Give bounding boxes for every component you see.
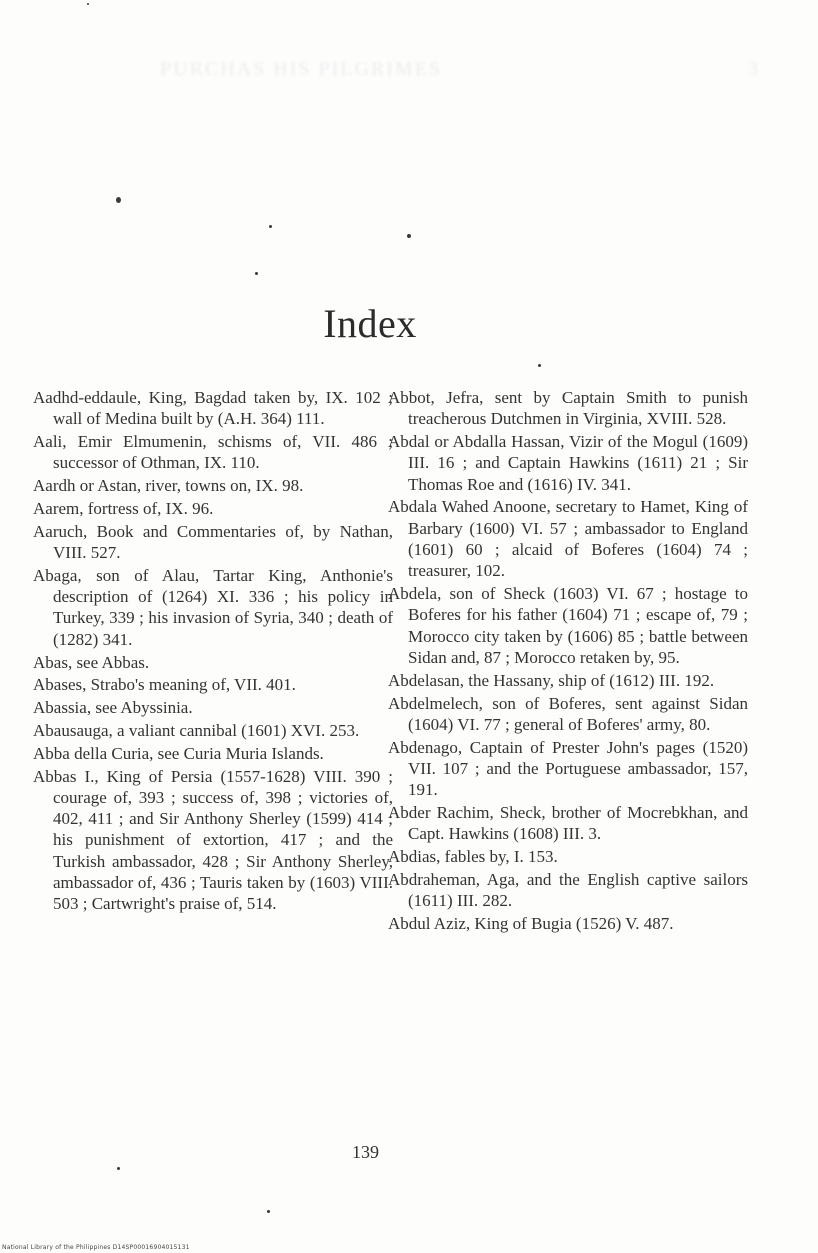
ink-speck [255, 272, 258, 275]
index-entry: Abdul Aziz, King of Bugia (1526) V. 487. [388, 914, 674, 934]
ink-speck [117, 1167, 120, 1170]
index-entry: Abdias, fables by, I. 153. [388, 847, 558, 867]
index-entry: Abder Rachim, Sheck, brother of Mocrebkhan, and Capt. Hawkins (1608) III. 3. [388, 803, 748, 844]
index-entry: Abba della Curia, see Curia Muria Islands. [33, 743, 324, 763]
index-entry: Abdal or Abdalla Hassan, Vizir of the Mogul (1609) III. 16 ; and Captain Hawkins (1611) 21 ; Sir Thomas Roe and (1616) IV. 341. [388, 432, 748, 494]
bleed-page-number: 3 [748, 58, 758, 80]
index-entry: Abdraheman, Aga, and the English captive sailors (1611) III. 282. [388, 870, 748, 911]
ink-speck [407, 234, 411, 238]
index-entry: Aali, Emir Elmumenin, schisms of, VII. 486 ; successor of Othman, IX. 110. [33, 432, 393, 473]
index-entry: Abdelasan, the Hassany, ship of (1612) III. 192. [388, 670, 715, 690]
index-column-left [33, 387, 393, 916]
index-entry: Aaruch, Book and Commentaries of, by Nathan, VIII. 527. [33, 521, 393, 563]
index-entry: Abdelmelech, son of Boferes, sent against Sidan (1604) VI. 77 ; general of Boferes' army, 80. [388, 693, 748, 734]
page-number: 139 [352, 1142, 379, 1162]
running-head-bleedthrough: PURCHAS HIS PILGRIMES [160, 58, 443, 80]
index-entry: Abdala Wahed Anoone, secretary to Hamet, King of Barbary (1600) VI. 57 ; ambassador to England (1601) 60 ; alcaid of Boferes (1604) 74 ; treasurer, 102. [388, 497, 748, 581]
index-entry: Abdenago, Captain of Prester John's pages (1520) VII. 107 ; and the Portuguese ambassador, 157, 191. [388, 737, 748, 800]
ink-speck [538, 364, 541, 367]
index-entry: Abbot, Jefra, sent by Captain Smith to punish treacherous Dutchmen in Virginia, XVIII. 528. [388, 388, 748, 429]
ink-speck [269, 225, 272, 228]
index-entry: Abdela, son of Sheck (1603) VI. 67 ; hostage to Boferes for his father (1604) 71 ; escape of, 79 ; Morocco city taken by (1606) 85 ; battle between Sidan and, 87 ; Morocco retaken by, 95. [388, 584, 748, 668]
ink-speck [116, 197, 121, 203]
ink-speck [87, 3, 89, 5]
index-title: Index [323, 301, 417, 346]
index-entry: Abas, see Abbas. [33, 652, 150, 672]
index-entry: Aardh or Astan, river, towns on, IX. 98. [33, 476, 304, 496]
index-entry: Abases, Strabo's meaning of, VII. 401. [33, 675, 296, 695]
index-entry: Aadhd-eddaule, King, Bagdad taken by, IX. 102 ; wall of Medina built by (A.H. 364) 111. [33, 388, 393, 429]
ink-speck [267, 1210, 270, 1213]
index-entry: Abbas I., King of Persia (1557-1628) VIII. 390 ; courage of, 393 ; success of, 398 ; victories of, 402, 411 ; and Sir Anthony Sherley (1599) 414 ; his punishment of extortion, 417 ; and the Turkish ambassador, 428 ; Sir Anthony Sherley, ambassador of, 436 ; Tauris taken by (1603) VIII. 503 ; Cartwright's praise of, 514. [33, 766, 393, 914]
index-entry: Abaga, son of Alau, Tartar King, Anthonie's description of (1264) XI. 336 ; his policy in Turkey, 339 ; his invasion of Syria, 340 ; death of (1282) 341. [33, 565, 393, 649]
scan-footer-stamp: National Library of the Philippines D14SP00016904015131 [2, 1244, 190, 1251]
index-entry: Aarem, fortress of, IX. 96. [33, 498, 214, 518]
index-entry: Abassia, see Abyssinia. [33, 698, 193, 718]
index-entry: Abausauga, a valiant cannibal (1601) XVI. 253. [33, 720, 360, 740]
index-column-right [388, 387, 748, 936]
